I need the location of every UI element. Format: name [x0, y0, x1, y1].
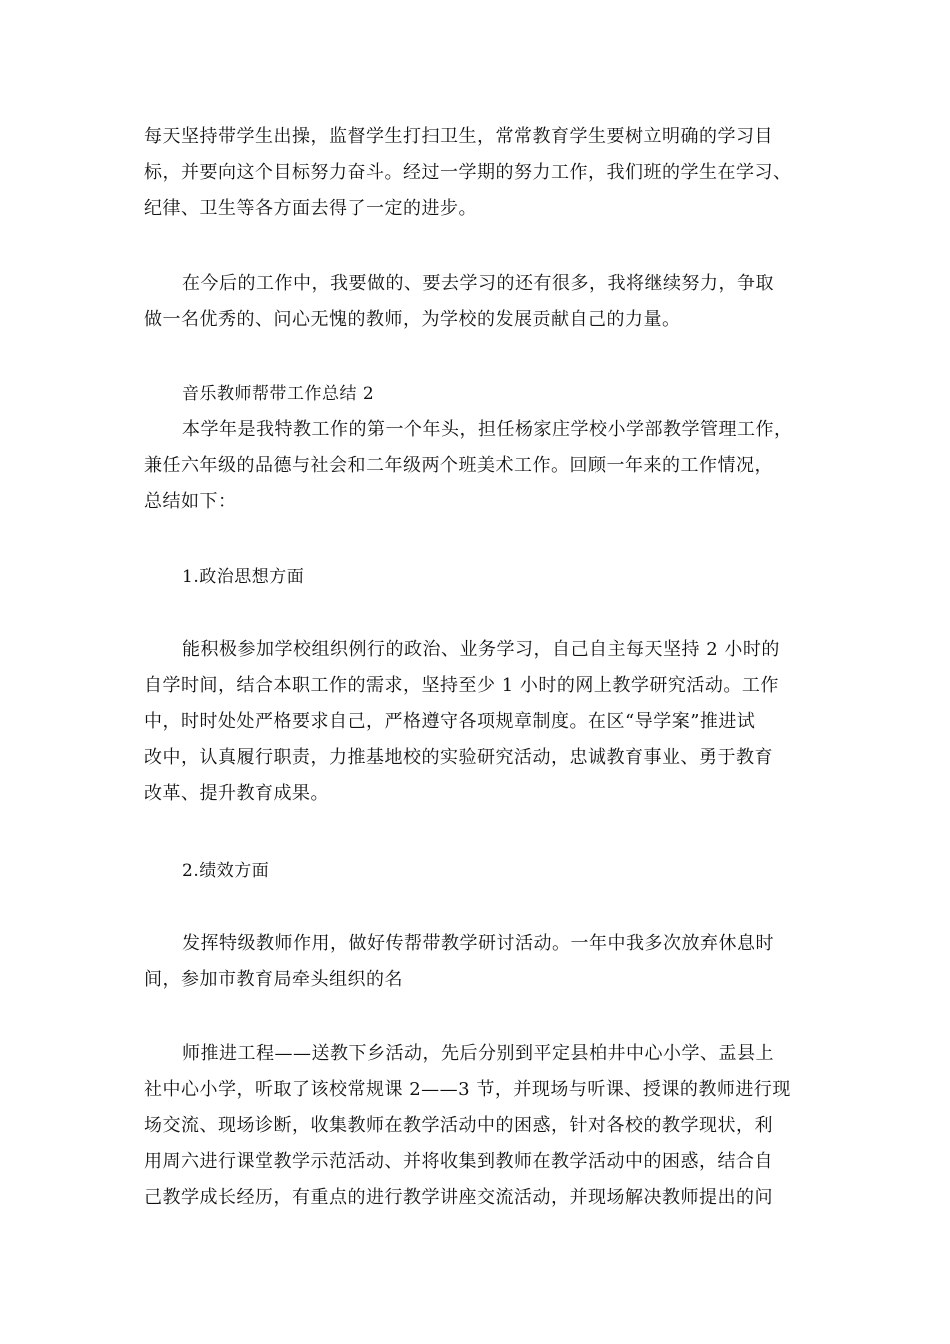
text-line: 中，时时处处严格要求自己，严格遵守各项规章制度。在区“导学案”推进试	[144, 711, 756, 732]
text-line: 标，并要向这个目标努力奋斗。经过一学期的努力工作，我们班的学生在学习、	[144, 162, 792, 183]
text-line: 改革、提升教育成果。	[144, 783, 329, 804]
text-line: 自学时间，结合本职工作的需求，坚持至少 1 小时的网上教学研究活动。工作	[144, 675, 779, 696]
subsection-heading-text: 1.政治思想方面	[182, 567, 305, 587]
text-line: 兼任六年级的品德与社会和二年级两个班美术工作。回顾一年来的工作情况，	[144, 455, 773, 476]
text-line: 间，参加市教育局牵头组织的名	[144, 969, 403, 990]
text-line: 在今后的工作中，我要做的、要去学习的还有很多，我将继续努力，争取	[182, 273, 774, 294]
text-line: 做一名优秀的、问心无愧的教师，为学校的发展贡献自己的力量。	[144, 309, 681, 330]
section-title-text: 音乐教师帮带工作总结 2	[182, 384, 375, 404]
section-title	[144, 376, 812, 412]
text-line: 己教学成长经历，有重点的进行教学讲座交流活动，并现场解决教师提出的问	[144, 1187, 773, 1208]
text-line: 场交流、现场诊断，收集教师在教学活动中的困惑，针对各校的教学现状，利	[144, 1115, 773, 1136]
text-line: 本学年是我特教工作的第一个年头，担任杨家庄学校小学部教学管理工作，	[182, 419, 793, 440]
text-line: 用周六进行课堂教学示范活动、并将收集到教师在教学活动中的困惑，结合自	[144, 1151, 773, 1172]
paragraph-1	[144, 119, 812, 227]
text-line: 改中，认真履行职责，力推基地校的实验研究活动，忠诚教育事业、勇于教育	[144, 747, 773, 768]
paragraph-5	[144, 926, 812, 998]
text-line: 社中心小学，听取了该校常规课 2——3 节，并现场与听课、授课的教师进行现	[144, 1079, 791, 1100]
text-line: 师推进工程——送教下乡活动，先后分别到平定县柏井中心小学、盂县上	[182, 1043, 774, 1064]
paragraph-2	[144, 266, 812, 338]
text-line: 每天坚持带学生出操，监督学生打扫卫生，常常教育学生要树立明确的学习目	[144, 126, 773, 147]
subsection-heading-1	[144, 559, 812, 595]
text-line: 发挥特级教师作用，做好传帮带教学研讨活动。一年中我多次放弃休息时	[182, 933, 774, 954]
paragraph-6	[144, 1036, 812, 1216]
subsection-heading-text: 2.绩效方面	[182, 861, 270, 881]
paragraph-4	[144, 632, 812, 812]
subsection-heading-2	[144, 853, 812, 889]
text-line: 能积极参加学校组织例行的政治、业务学习，自己自主每天坚持 2 小时的	[182, 639, 780, 660]
text-line: 纪律、卫生等各方面去得了一定的进步。	[144, 198, 477, 219]
paragraph-3	[144, 412, 812, 520]
text-line: 总结如下：	[144, 491, 237, 512]
